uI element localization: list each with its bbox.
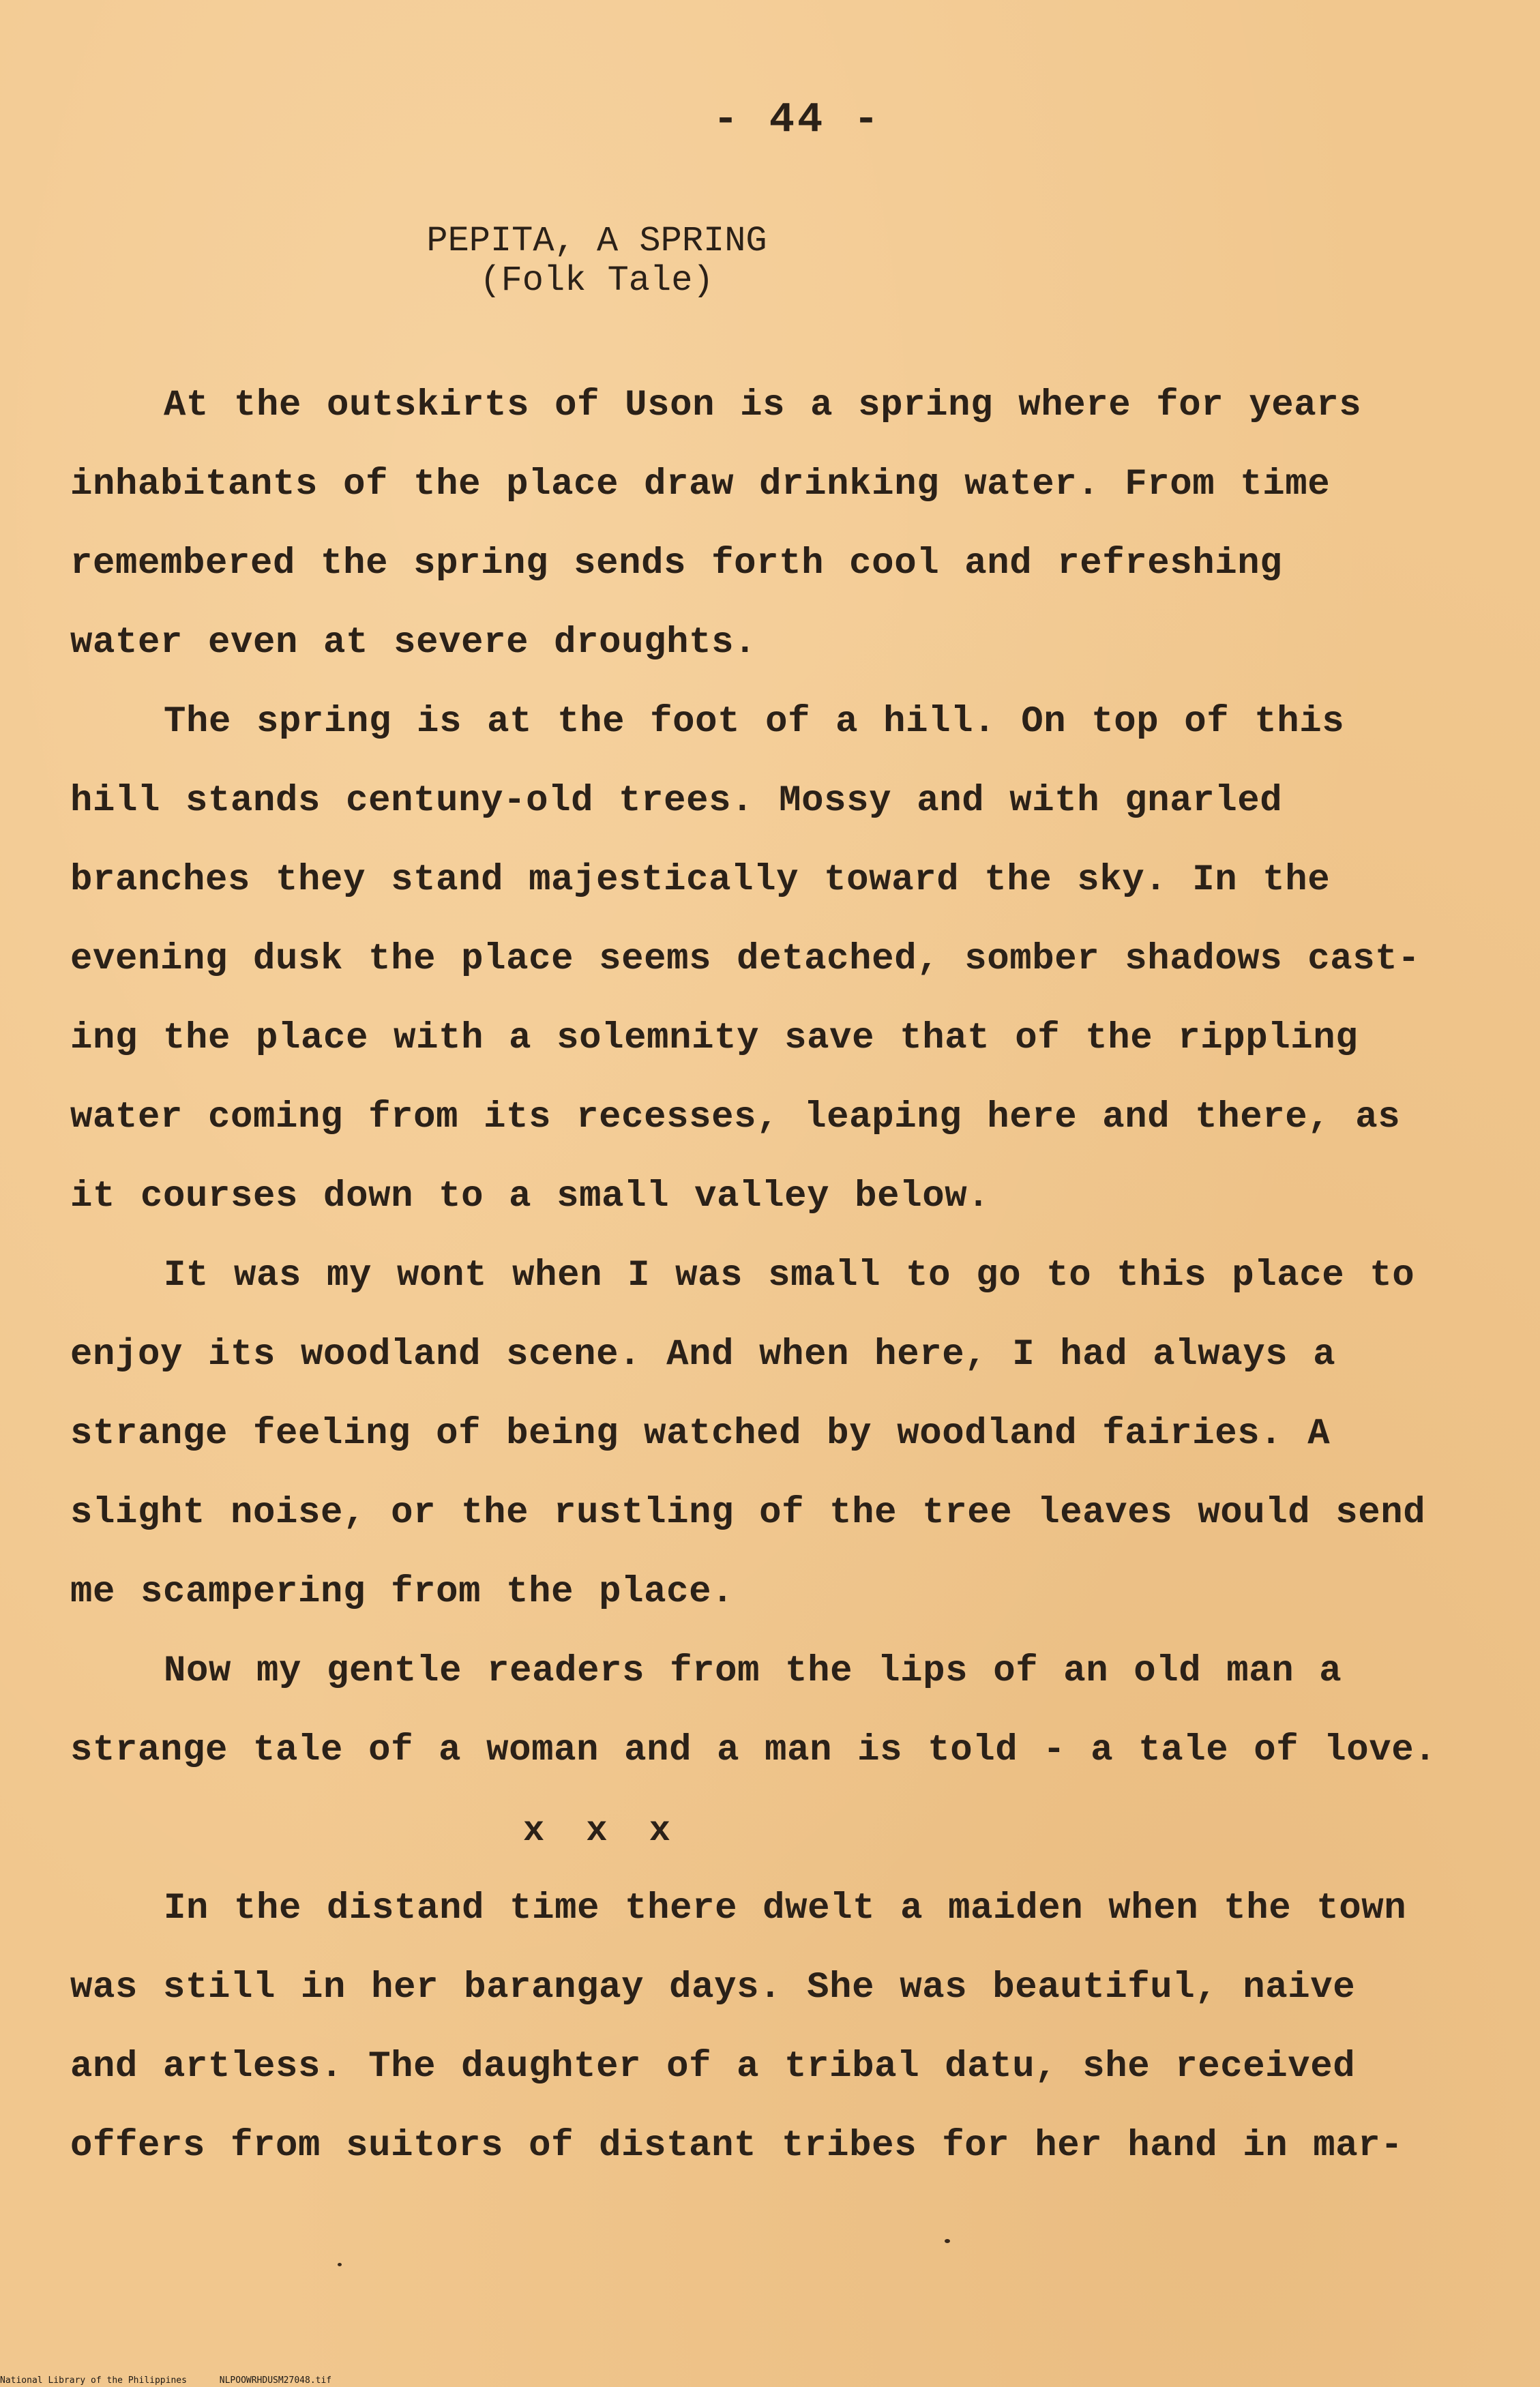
text-line: inhabitants of the place draw drinking water. From time: [70, 464, 1331, 505]
text-line: Now my gentle readers from the lips of an old man a: [164, 1650, 1342, 1692]
text-line: In the distand time there dwelt a maiden when the town: [164, 1888, 1407, 1929]
ink-speck: [945, 2239, 950, 2243]
text-line: The spring is at the foot of a hill. On top of this: [164, 701, 1345, 743]
scan-footer: [0, 2375, 331, 2386]
paragraph-2: [70, 683, 1475, 1236]
text-line: remembered the spring sends forth cool and refreshing: [70, 543, 1283, 584]
text-line: water even at severe droughts.: [70, 622, 757, 664]
text-line: enjoy its woodland scene. And when here, I had always a: [70, 1334, 1336, 1376]
text-line: was still in her barangay days. She was beautiful, naive: [70, 1967, 1356, 2008]
footer-filename: NLPOOWRHDUSM27048.tif: [219, 2375, 332, 2386]
paragraph-4: [70, 1632, 1475, 1790]
title-line-1: PEPITA, A SPRING: [426, 221, 767, 261]
text-line: water coming from its recesses, leaping here and there, as: [70, 1097, 1401, 1138]
paragraph-3: [70, 1236, 1475, 1632]
paragraph-1: [70, 366, 1475, 683]
text-line: and artless. The daughter of a tribal datu, she received: [70, 2046, 1356, 2088]
text-line: ing the place with a solemnity save that of the rippling: [70, 1018, 1359, 1059]
story-title: [0, 222, 1194, 301]
text-line: evening dusk the place seems detached, somber shadows cast-: [70, 938, 1421, 980]
text-line: offers from suitors of distant tribes for her hand in mar-: [70, 2125, 1404, 2167]
text-line: It was my wont when I was small to go to this place to: [164, 1255, 1415, 1296]
text-line: branches they stand majestically toward the sky. In the: [70, 859, 1331, 901]
text-line: hill stands centuny-old trees. Mossy and with gnarled: [70, 780, 1283, 822]
text-line: me scampering from the place.: [70, 1571, 735, 1613]
text-line: strange feeling of being watched by woodland fairies. A: [70, 1413, 1331, 1455]
page-number: - 44 -: [713, 95, 882, 144]
text-line: it courses down to a small valley below.: [70, 1176, 990, 1217]
ink-speck: [338, 2263, 342, 2266]
text-line: strange tale of a woman and a man is told - a tale of love.: [70, 1730, 1437, 1771]
text-line: slight noise, or the rustling of the tree leaves would send: [70, 1492, 1426, 1534]
paragraph-5: [70, 1869, 1475, 2186]
text-line: At the outskirts of Uson is a spring where for years: [164, 385, 1362, 426]
title-line-2: (Folk Tale): [479, 261, 714, 301]
footer-library: National Library of the Philippines: [0, 2375, 187, 2386]
section-separator: x x x: [522, 1811, 671, 1851]
